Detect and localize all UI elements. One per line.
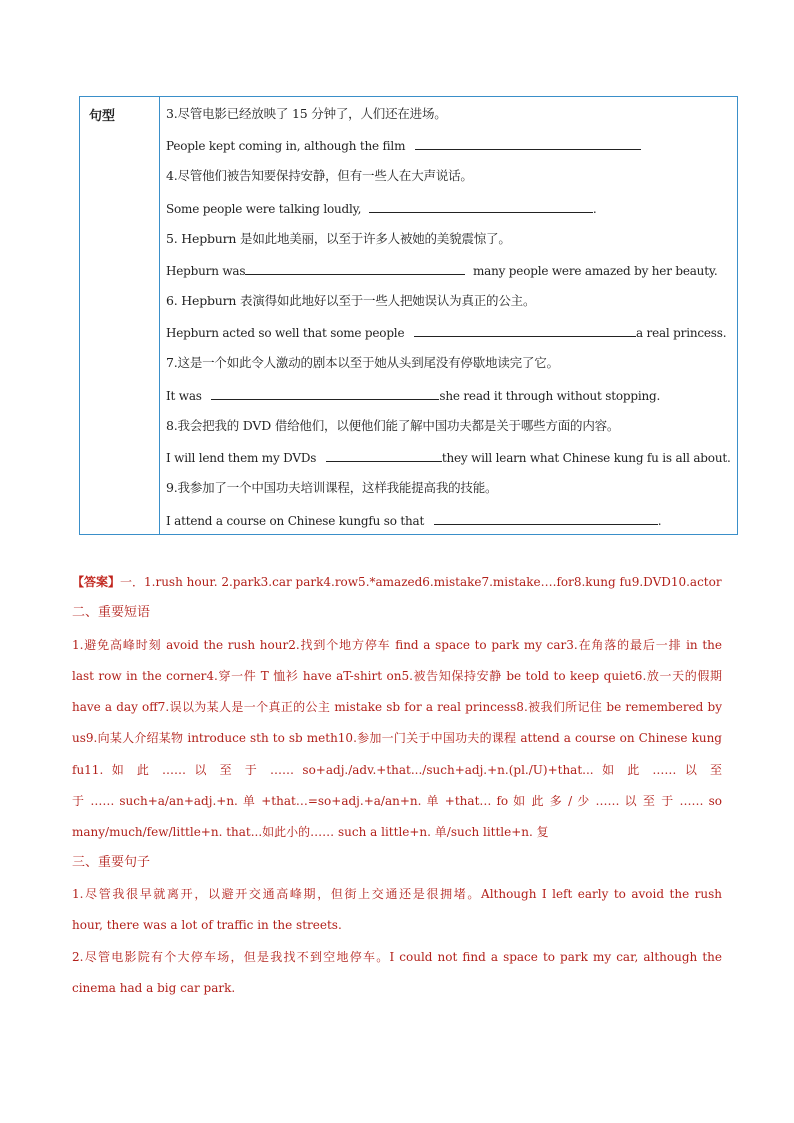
answer-blank[interactable] <box>326 449 442 462</box>
question-8-english: I will lend them my DVDs they will learn what Chinese kung fu is all about. <box>166 451 731 465</box>
question-3-chinese: 3.尽管电影已经放映了 15 分钟了，人们还在进场。 <box>166 106 447 121</box>
sentence-line: cinema had a big car park. <box>72 981 236 995</box>
table-label-cell <box>80 97 160 534</box>
question-4-english: Some people were talking loudly, . <box>166 202 597 216</box>
answer-blank[interactable] <box>369 200 593 213</box>
question-8-chinese: 8.我会把我的 DVD 借给他们，以便他们能了解中国功夫都是关于哪些方面的内容。 <box>166 418 620 433</box>
question-6-english: Hepburn acted so well that some people a real princess. <box>166 326 727 340</box>
sentence-pattern-table <box>79 96 738 535</box>
question-4-chinese: 4.尽管他们被告知要保持安静，但有一些人在大声说话。 <box>166 168 473 183</box>
phrase-line: 于 …… such+a/an+adj.+n. 单 +that…=so+adj.+a/an+n. 单 +that… fo 如 此 多 / 少 …… 以 至 于 …… so <box>72 794 722 808</box>
phrase-line: many/much/few/little+n. that...如此小的…… such a little+n. 单/such little+n. 复 <box>72 825 549 839</box>
table-label: 句型 <box>89 109 116 124</box>
section-2-heading: 二、重要短语 <box>72 605 151 620</box>
question-9-chinese: 9.我参加了一个中国功夫培训课程，这样我能提高我的技能。 <box>166 480 498 495</box>
section-3-heading: 三、重要句子 <box>72 855 151 870</box>
table-content-cell <box>160 97 737 534</box>
phrase-line: have a day off7.误以为某人是一个真正的公主 mistake sb for a real princess8.被我们所记住 be remembered by <box>72 700 722 714</box>
phrase-line: fu11. 如 此 …… 以 至 于 …… so+adj./adv.+that.../such+adj.+n.(pl./U)+that... 如 此 …… 以 至 <box>72 763 722 777</box>
answer-blank[interactable] <box>211 387 439 400</box>
phrase-line: 1.避免高峰时刻 avoid the rush hour2.找到个地方停车 find a space to park my car3.在角落的最后一排 in the <box>72 638 722 652</box>
phrase-line: last row in the corner4.穿一件 T 恤衫 have aT-shirt on5.被告知保持安静 be told to keep quiet6.放一天的假期 <box>72 669 722 683</box>
sentence-line: 2.尽管电影院有个大停车场，但是我找不到空地停车。I could not find a space to park my car, although the <box>72 950 722 964</box>
question-9-english: I attend a course on Chinese kungfu so that . <box>166 514 662 528</box>
question-6-chinese: 6. Hepburn 表演得如此地好以至于一些人把她误认为真正的公主。 <box>166 293 536 308</box>
sentence-line: hour, there was a lot of traffic in the streets. <box>72 918 342 932</box>
answer-blank[interactable] <box>434 512 658 525</box>
question-7-chinese: 7.这是一个如此令人激动的剧本以至于她从头到尾没有停歇地读完了它。 <box>166 355 559 370</box>
question-5-chinese: 5. Hepburn 是如此地美丽，以至于许多人被她的美貌震惊了。 <box>166 231 511 246</box>
answer-blank[interactable] <box>245 262 465 275</box>
answer-blank[interactable] <box>414 324 636 337</box>
sentence-line: 1.尽管我很早就离开，以避开交通高峰期，但街上交通还是很拥堵。Although I left early to avoid the rush <box>72 887 722 901</box>
phrase-line: us9.向某人介绍某物 introduce sth to sb meth10.参加一门关于中国功夫的课程 attend a course on Chinese kung <box>72 731 722 745</box>
answer-key-line: 【答案】一．1.rush hour. 2.park3.car park4.row5.*amazed6.mistake7.mistake….for8.kung fu9.DVD10.actor <box>72 575 722 589</box>
question-5-english: Hepburn was many people were amazed by her beauty. <box>166 264 718 278</box>
question-3-english: People kept coming in, although the film <box>166 137 733 154</box>
question-7-english: It was she read it through without stopping. <box>166 389 661 403</box>
answer-blank[interactable] <box>415 137 641 150</box>
